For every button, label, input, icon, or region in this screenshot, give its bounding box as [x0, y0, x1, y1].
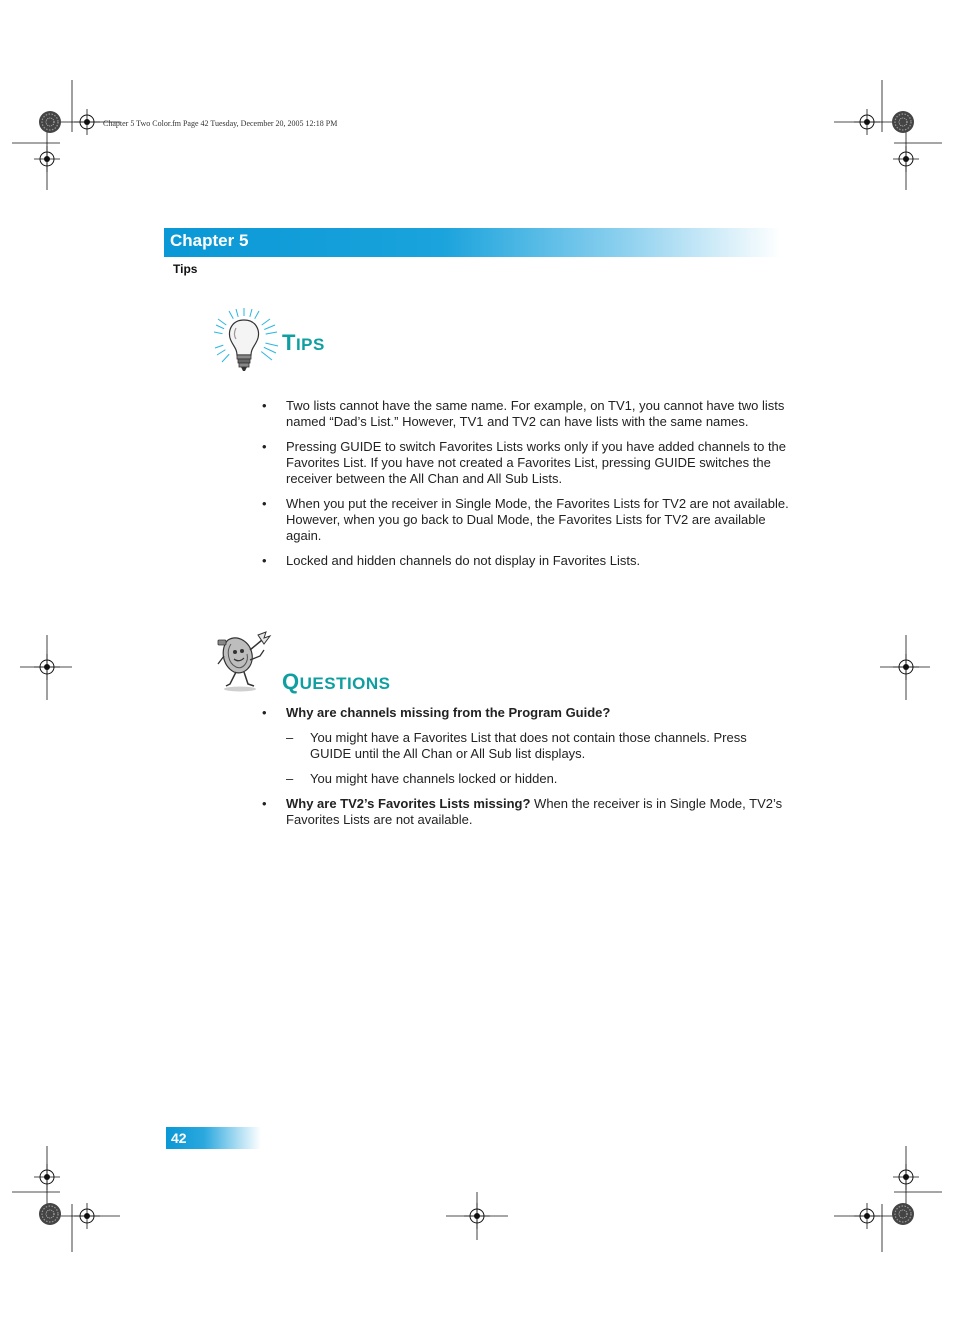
answer-text: You might have a Favorites List that does not contain those channels. Press GUIDE until the All Chan or All Sub list displays.: [310, 730, 747, 761]
file-info-line: Chapter 5 Two Color.fm Page 42 Tuesday, December 20, 2005 12:18 PM: [103, 119, 338, 128]
list-item: [262, 398, 790, 430]
questions-heading-initial: Q: [282, 669, 300, 694]
list-item: [262, 496, 790, 544]
answer-item: [262, 771, 790, 787]
tip-text: Two lists cannot have the same name. For example, on TV1, you cannot have two lists named “Dad’s List.” However, TV1 and TV2 can have lists with the same names.: [286, 398, 785, 429]
answer-item: [262, 730, 790, 762]
list-item: [262, 705, 790, 721]
question-text: Why are TV2’s Favorites Lists missing?: [286, 796, 531, 811]
tip-text: Locked and hidden channels do not display in Favorites Lists.: [286, 553, 641, 568]
list-item: [262, 439, 790, 487]
bullet: •: [262, 398, 267, 413]
page-number: 42: [171, 1130, 187, 1146]
answer-text: When the receiver is in Single Mode, TV2’s Favorites Lists are not available.: [286, 796, 783, 827]
bullet: •: [262, 553, 267, 568]
question-text: Why are channels missing from the Program Guide?: [286, 705, 611, 720]
bullet: •: [262, 796, 267, 811]
chapter-banner: [164, 228, 781, 257]
questions-heading-rest: UESTIONS: [299, 674, 391, 693]
dash: –: [286, 730, 294, 745]
tips-heading-rest: IPS: [295, 335, 325, 354]
tip-text: When you put the receiver in Single Mode, the Favorites Lists for TV2 are not available. However, when you go back to Dual Mode, the Favorites Lists for TV2 are available again.: [286, 496, 789, 543]
tips-heading-initial: T: [282, 330, 296, 355]
questions-list: [262, 705, 790, 837]
list-item: [262, 796, 790, 828]
lightbulb-icon: [214, 308, 284, 380]
tips-list: [262, 398, 790, 578]
tip-text: Pressing GUIDE to switch Favorites Lists works only if you have added channels to the Favorites List. If you have not created a Favorites List, pressing GUIDE switches the receiver between the All Chan and All Sub Lists.: [286, 439, 787, 486]
tips-heading: [282, 330, 325, 356]
section-subtitle: Tips: [173, 262, 198, 276]
list-item: [262, 553, 790, 569]
bullet: •: [262, 496, 267, 511]
questions-heading: [282, 669, 391, 695]
bullet: •: [262, 705, 267, 720]
dash: –: [286, 771, 294, 786]
chapter-title: Chapter 5: [170, 231, 249, 250]
bullet: •: [262, 439, 267, 454]
answer-text: You might have channels locked or hidden.: [310, 771, 558, 786]
satellite-dish-mascot-icon: [214, 626, 278, 694]
